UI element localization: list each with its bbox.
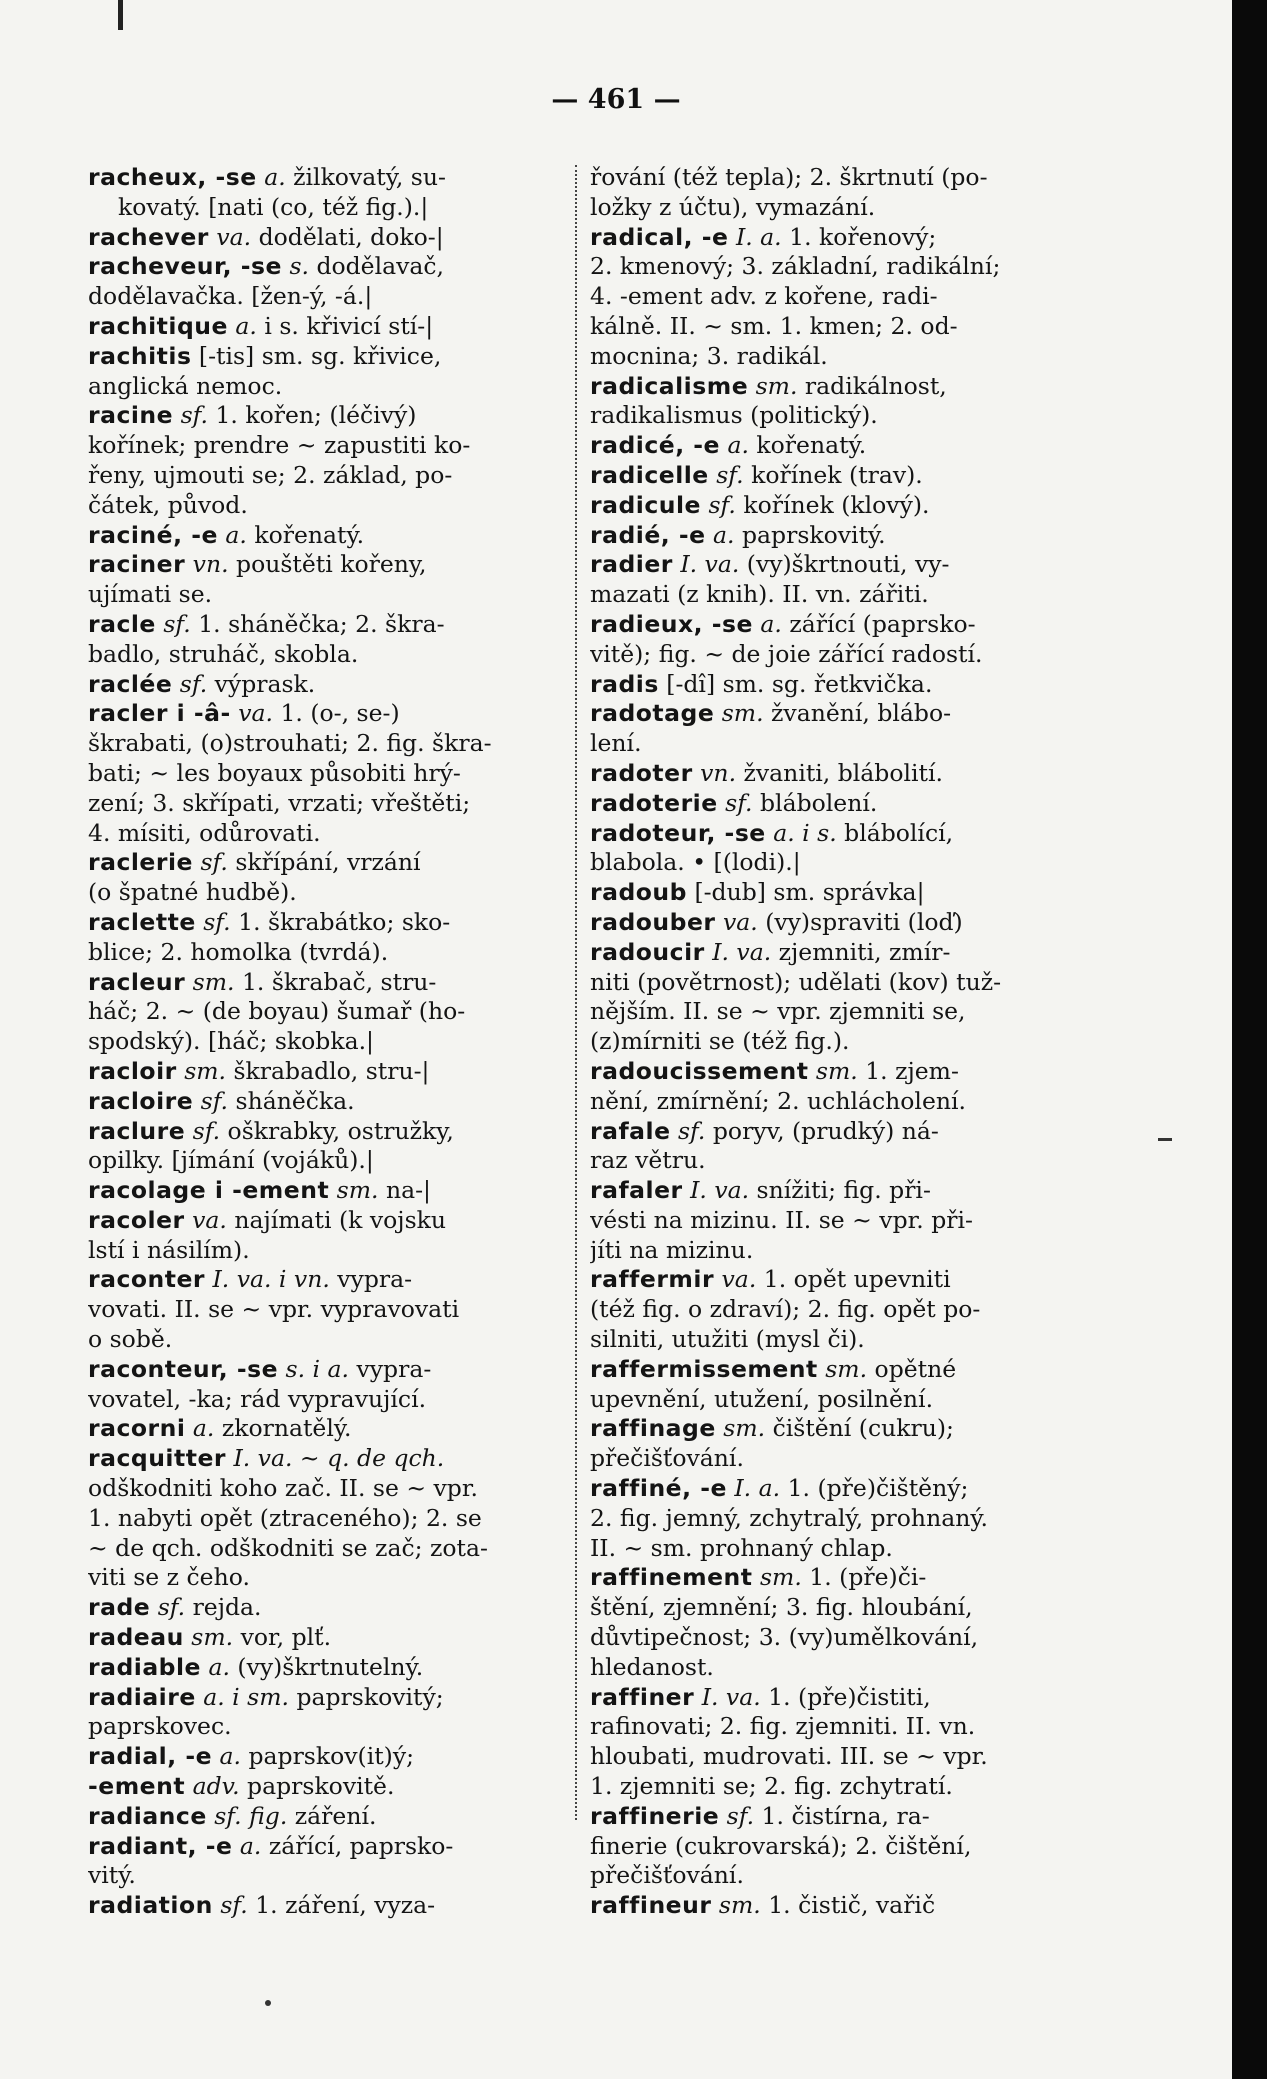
definition-text: přečišťování. bbox=[590, 1444, 744, 1473]
headword: racler i -â- bbox=[88, 699, 231, 728]
part-of-speech: sf. bbox=[212, 1891, 248, 1920]
part-of-speech: sf. bbox=[150, 1593, 186, 1622]
definition-text: blabola. • [(lodi).| bbox=[590, 848, 801, 877]
definition-text: opětné bbox=[867, 1354, 957, 1383]
definition-text: zářící, paprsko- bbox=[261, 1831, 454, 1860]
definition-text: raz větru. bbox=[590, 1146, 706, 1175]
headword: racloire bbox=[88, 1086, 194, 1115]
part-of-speech: I. a. bbox=[728, 222, 782, 251]
definition-text: (vy)škrtnutelný. bbox=[229, 1652, 424, 1681]
definition-text: opilky. [jímání (vojáků).| bbox=[88, 1146, 374, 1175]
definition-text: [-tis] sm. sg. křivice, bbox=[191, 341, 442, 370]
part-of-speech: sm. bbox=[748, 371, 798, 400]
definition-text: paprskovitý; bbox=[289, 1682, 444, 1711]
part-of-speech: sf. bbox=[173, 401, 208, 430]
definition-text: spodský). [háč; skobka.| bbox=[88, 1027, 374, 1056]
headword: radial, -e bbox=[88, 1742, 213, 1771]
definition-text: kovatý. [nati (co, též fig.).| bbox=[118, 192, 429, 221]
definition-text: dodělati, doko-| bbox=[251, 222, 444, 251]
definition-text: jíti na mizinu. bbox=[590, 1235, 754, 1264]
definition-text: badlo, struháč, skobla. bbox=[88, 639, 359, 668]
part-of-speech: a. i s. bbox=[765, 818, 837, 847]
definition-text: 1. škrabátko; sko- bbox=[230, 907, 451, 936]
headword: rachitis bbox=[88, 341, 192, 370]
part-of-speech: va. bbox=[714, 1265, 757, 1294]
definition-text: vypra- bbox=[349, 1354, 432, 1383]
headword: racheux, -se bbox=[88, 163, 257, 191]
part-of-speech: adv. bbox=[185, 1772, 240, 1801]
part-of-speech: I. a. bbox=[726, 1474, 781, 1503]
headword: radouber bbox=[590, 907, 716, 936]
headword: -ement bbox=[88, 1772, 186, 1801]
headword: rachitique bbox=[88, 311, 228, 340]
definition-text: odškodniti koho zač. II. se ~ vpr. bbox=[88, 1474, 478, 1503]
definition-text: skřípání, vrzání bbox=[227, 848, 421, 877]
definition-text: dodělavačka. [žen-ý, -á.| bbox=[88, 282, 373, 311]
definition-text: rejda. bbox=[185, 1593, 262, 1622]
headword: radicelle bbox=[590, 460, 709, 489]
definition-text: žvaniti, blábolití. bbox=[736, 758, 943, 787]
part-of-speech: sf. bbox=[155, 609, 191, 638]
definition-text: oškrabky, ostružky, bbox=[220, 1116, 454, 1145]
definition-text: vovatel, -ka; rád vypravující. bbox=[88, 1384, 427, 1413]
definition-text: 1. čistič, vařič bbox=[760, 1891, 936, 1920]
part-of-speech: sf. bbox=[717, 788, 753, 817]
definition-text: 1. kořen; (léčivý) bbox=[207, 401, 417, 430]
headword: radicé, -e bbox=[590, 431, 720, 460]
definition-text: najímati (k vojsku bbox=[226, 1205, 447, 1234]
definition-text: [-dub] sm. správka| bbox=[686, 878, 925, 907]
definition-text: blábolení. bbox=[752, 788, 878, 817]
headword: rafaler bbox=[590, 1176, 683, 1205]
headword: racine bbox=[88, 401, 174, 430]
definition-text: nění, zmírnění; 2. uchlácholení. bbox=[590, 1086, 966, 1115]
definition-text: radikalismus (politický). bbox=[590, 401, 878, 430]
scan-mark-top bbox=[118, 0, 123, 30]
definition-text: hledanost. bbox=[590, 1652, 714, 1681]
definition-text: záření. bbox=[287, 1801, 377, 1830]
definition-text: vitě); fig. ~ de joie zářící radostí. bbox=[590, 639, 983, 668]
definition-text: 1. nabyti opět (ztraceného); 2. se bbox=[88, 1503, 482, 1532]
headword: raclette bbox=[88, 907, 196, 936]
definition-text: kořínek; prendre ~ zapustiti ko- bbox=[88, 431, 471, 460]
headword: raffiné, -e bbox=[590, 1474, 727, 1503]
part-of-speech: a. bbox=[212, 1742, 241, 1771]
definition-text: 1. škrabač, stru- bbox=[234, 967, 437, 996]
definition-text: mazati (z knih). II. vn. zářiti. bbox=[590, 580, 929, 609]
definition-text: blábolící, bbox=[836, 818, 954, 847]
headword: raclerie bbox=[88, 848, 193, 877]
definition-text: zářící (paprsko- bbox=[781, 609, 976, 638]
definition-text: výprask. bbox=[207, 669, 316, 698]
definition-text: mocnina; 3. radikál. bbox=[590, 341, 828, 370]
definition-text: zkornatělý. bbox=[214, 1414, 352, 1443]
part-of-speech: sf. bbox=[172, 669, 208, 698]
part-of-speech: sf. fig. bbox=[206, 1801, 288, 1830]
headword: raclure bbox=[88, 1116, 186, 1145]
part-of-speech: sf. bbox=[670, 1116, 706, 1145]
definition-text: poryv, (prudký) ná- bbox=[705, 1116, 939, 1145]
definition-text: bati; ~ les boyaux působiti hrý- bbox=[88, 758, 461, 787]
part-of-speech: a. bbox=[185, 1414, 215, 1443]
definition-text: 1. (pře)čištěný; bbox=[780, 1474, 969, 1503]
definition-text: blice; 2. homolka (tvrdá). bbox=[88, 937, 389, 966]
definition-text: pouštěti kořeny, bbox=[228, 550, 427, 579]
definition-text: řeny, ujmouti se; 2. základ, po- bbox=[88, 460, 453, 489]
part-of-speech: a. bbox=[217, 520, 247, 549]
part-of-speech: sf. bbox=[195, 907, 231, 936]
part-of-speech: sm. bbox=[183, 1623, 234, 1652]
definition-text: II. ~ sm. prohnaný chlap. bbox=[590, 1533, 893, 1562]
part-of-speech: I. va. ~ q. de qch. bbox=[225, 1444, 445, 1473]
part-of-speech: va. bbox=[230, 699, 273, 728]
definition-text: kálně. II. ~ sm. 1. kmen; 2. od- bbox=[590, 311, 958, 340]
headword: raciné, -e bbox=[88, 520, 218, 549]
definition-text: kořínek (klový). bbox=[735, 490, 930, 519]
definition-text: zení; 3. skřípati, vrzati; vřeštěti; bbox=[88, 788, 471, 817]
part-of-speech: sm. bbox=[715, 1414, 766, 1443]
part-of-speech: sm. bbox=[752, 1563, 802, 1592]
definition-text: štění, zjemnění; 3. fig. hloubání, bbox=[590, 1593, 973, 1622]
definition-text: žvanění, blábo- bbox=[763, 699, 952, 728]
headword: rafale bbox=[590, 1116, 671, 1145]
definition-text: ložky z účtu), vymazání. bbox=[590, 192, 876, 221]
definition-text: niti (povětrnost); udělati (kov) tuž- bbox=[590, 967, 1002, 996]
part-of-speech: I. va. bbox=[682, 1176, 750, 1205]
definition-text: čátek, původ. bbox=[88, 490, 248, 519]
headword: radoucir bbox=[590, 937, 705, 966]
part-of-speech: sm. bbox=[711, 1891, 761, 1920]
definition-text: finerie (cukrovarská); 2. čištění, bbox=[590, 1831, 972, 1860]
definition-text: (též fig. o zdraví); 2. fig. opět po- bbox=[590, 1295, 981, 1324]
headword: raffinerie bbox=[590, 1801, 720, 1830]
headword: racheveur, -se bbox=[88, 252, 282, 281]
definition-text: ~ de qch. odškodniti se zač; zota- bbox=[88, 1533, 488, 1562]
scan-mark-right bbox=[1158, 1138, 1172, 1141]
part-of-speech: vn. bbox=[692, 758, 737, 787]
headword: raffermir bbox=[590, 1265, 715, 1294]
definition-text: radikálnost, bbox=[797, 371, 947, 400]
part-of-speech: I. va. i vn. bbox=[205, 1265, 330, 1294]
definition-text: 1. (pře)čistiti, bbox=[760, 1682, 931, 1711]
definition-text: 1. (pře)či- bbox=[801, 1563, 927, 1592]
part-of-speech: a. bbox=[232, 1831, 262, 1860]
definition-text: (vy)spraviti (loď) bbox=[757, 907, 963, 936]
part-of-speech: vn. bbox=[185, 550, 229, 579]
definition-text: [-dî] sm. sg. řetkvička. bbox=[658, 669, 933, 698]
part-of-speech: s. i a. bbox=[278, 1354, 350, 1383]
headword: radicule bbox=[590, 490, 701, 519]
definition-text: (z)mírniti se (též fig.). bbox=[590, 1027, 850, 1056]
part-of-speech: a. bbox=[256, 163, 286, 191]
headword: radieux, -se bbox=[590, 609, 753, 638]
headword: radeau bbox=[88, 1623, 184, 1652]
definition-text: čištění (cukru); bbox=[765, 1414, 954, 1443]
headword: rachever bbox=[88, 222, 209, 251]
definition-text: 1. zjemniti se; 2. fig. zchytratí. bbox=[590, 1772, 953, 1801]
definition-text: důvtipečnost; 3. (vy)umělkování, bbox=[590, 1623, 979, 1652]
headword: raffiner bbox=[590, 1682, 695, 1711]
part-of-speech: sm. bbox=[176, 1056, 227, 1085]
part-of-speech: sm. bbox=[329, 1176, 379, 1205]
headword: racorni bbox=[88, 1414, 186, 1443]
part-of-speech: va. bbox=[184, 1205, 227, 1234]
headword: radoterie bbox=[590, 788, 718, 817]
headword: radotage bbox=[590, 699, 715, 728]
page-number: — 461 — bbox=[551, 84, 681, 115]
headword: raconteur, -se bbox=[88, 1354, 279, 1383]
definition-text: háč; 2. ~ (de boyau) šumař (ho- bbox=[88, 997, 466, 1026]
definition-text: upevnění, utužení, posilnění. bbox=[590, 1384, 934, 1413]
headword: raffinage bbox=[590, 1414, 716, 1443]
headword: radiable bbox=[88, 1652, 201, 1681]
part-of-speech: sm. bbox=[817, 1354, 868, 1383]
definition-text: anglická nemoc. bbox=[88, 371, 283, 400]
headword: raclée bbox=[88, 669, 173, 698]
definition-text: paprskovec. bbox=[88, 1712, 232, 1741]
headword: radoter bbox=[590, 758, 693, 787]
part-of-speech: va. bbox=[208, 222, 252, 251]
part-of-speech: sf. bbox=[719, 1801, 755, 1830]
definition-text: vésti na mizinu. II. se ~ vpr. při- bbox=[590, 1205, 973, 1234]
definition-text: ujímati se. bbox=[88, 580, 213, 609]
part-of-speech: I. va. bbox=[672, 550, 740, 579]
headword: radiance bbox=[88, 1801, 207, 1830]
definition-text: žilkovatý, su- bbox=[285, 163, 446, 191]
definition-text: hloubati, mudrovati. III. se ~ vpr. bbox=[590, 1742, 988, 1771]
definition-text: 2. kmenový; 3. základní, radikální; bbox=[590, 252, 1001, 281]
part-of-speech: sf. bbox=[185, 1116, 221, 1145]
part-of-speech: va. bbox=[715, 907, 758, 936]
definition-text: 2. fig. jemný, zchytralý, prohnaný. bbox=[590, 1503, 988, 1532]
part-of-speech: sm. bbox=[808, 1056, 858, 1085]
definition-text: (o špatné hudbě). bbox=[88, 878, 297, 907]
definition-text: 4. -ement adv. z kořene, radi- bbox=[590, 282, 938, 311]
definition-text: vovati. II. se ~ vpr. vypravovati bbox=[88, 1295, 460, 1324]
definition-text: 1. opět upevniti bbox=[756, 1265, 951, 1294]
definition-text: lení. bbox=[590, 729, 642, 758]
definition-text: vor, plť. bbox=[233, 1623, 332, 1652]
definition-text: 1. sháněčka; 2. škra- bbox=[190, 609, 445, 638]
headword: radical, -e bbox=[590, 222, 729, 251]
headword: radié, -e bbox=[590, 520, 706, 549]
definition-text: zjemniti, zmír- bbox=[771, 937, 951, 966]
part-of-speech: sf. bbox=[192, 848, 228, 877]
part-of-speech: a. bbox=[720, 431, 749, 460]
headword: radoteur, -se bbox=[590, 818, 766, 847]
definition-text: na-| bbox=[378, 1176, 431, 1205]
definition-text: o sobě. bbox=[88, 1325, 173, 1354]
headword: radoub bbox=[590, 878, 687, 907]
definition-text: sháněčka. bbox=[228, 1086, 355, 1115]
definition-text: paprskovitý. bbox=[734, 520, 886, 549]
definition-text: řování (též tepla); 2. škrtnutí (po- bbox=[590, 163, 988, 191]
headword: raffinement bbox=[590, 1563, 753, 1592]
part-of-speech: s. bbox=[281, 252, 309, 281]
definition-text: rafinovati; 2. fig. zjemniti. II. vn. bbox=[590, 1712, 976, 1741]
part-of-speech: I. va. bbox=[694, 1682, 761, 1711]
definition-text: 1. kořenový; bbox=[781, 222, 937, 251]
part-of-speech: a. bbox=[201, 1652, 230, 1681]
headword: radiation bbox=[88, 1891, 213, 1920]
definition-text: přečišťování. bbox=[590, 1861, 744, 1890]
headword: radiant, -e bbox=[88, 1831, 233, 1860]
definition-text: kořenatý. bbox=[748, 431, 867, 460]
headword: radoucissement bbox=[590, 1056, 809, 1085]
headword: raffineur bbox=[590, 1891, 712, 1920]
definition-text: kořínek (trav). bbox=[743, 460, 923, 489]
definition-text: nějším. II. se ~ vpr. zjemniti se, bbox=[590, 997, 966, 1026]
part-of-speech: sf. bbox=[193, 1086, 229, 1115]
definition-text: 1. (o-, se-) bbox=[272, 699, 400, 728]
part-of-speech: a. bbox=[705, 520, 735, 549]
headword: racoler bbox=[88, 1205, 185, 1234]
definition-text: škrabati, (o)strouhati; 2. fig. škra- bbox=[88, 729, 492, 758]
headword: racloir bbox=[88, 1056, 177, 1085]
definition-text: paprskov(it)ý; bbox=[241, 1742, 415, 1771]
headword: radiaire bbox=[88, 1682, 196, 1711]
definition-text: 1. čistírna, ra- bbox=[754, 1801, 930, 1830]
definition-text: snížiti; fig. při- bbox=[749, 1176, 931, 1205]
definition-text: škrabadlo, stru-| bbox=[226, 1056, 430, 1085]
part-of-speech: a. i sm. bbox=[195, 1682, 289, 1711]
headword: raffermissement bbox=[590, 1354, 818, 1383]
definition-text: vitý. bbox=[88, 1861, 136, 1890]
headword: radicalisme bbox=[590, 371, 749, 400]
headword: rade bbox=[88, 1593, 151, 1622]
part-of-speech: I. va. bbox=[704, 937, 772, 966]
definition-text: 1. zjem- bbox=[857, 1056, 959, 1085]
scan-dot-bottom bbox=[265, 2000, 271, 2006]
part-of-speech: sf. bbox=[708, 460, 744, 489]
part-of-speech: sf. bbox=[700, 490, 736, 519]
definition-text: (vy)škrtnouti, vy- bbox=[739, 550, 950, 579]
part-of-speech: sm. bbox=[714, 699, 764, 728]
definition-text: lstí i násilím). bbox=[88, 1235, 250, 1264]
definition-text: dodělavač, bbox=[308, 252, 445, 281]
definition-text: paprskovitě. bbox=[239, 1772, 395, 1801]
headword: raconter bbox=[88, 1265, 206, 1294]
definition-text: vypra- bbox=[329, 1265, 413, 1294]
headword: racquitter bbox=[88, 1444, 226, 1473]
headword: racle bbox=[88, 609, 156, 638]
definition-text: viti se z čeho. bbox=[88, 1563, 250, 1592]
definition-text: i s. křivicí stí-| bbox=[256, 311, 434, 340]
headword: racolage i -ement bbox=[88, 1176, 330, 1205]
part-of-speech: a. bbox=[227, 311, 257, 340]
definition-text: kořenatý. bbox=[246, 520, 365, 549]
headword: racleur bbox=[88, 967, 186, 996]
definition-text: silniti, utužiti (mysl či). bbox=[590, 1325, 865, 1354]
definition-text: 1. záření, vyza- bbox=[247, 1891, 436, 1920]
headword: radis bbox=[590, 669, 659, 698]
part-of-speech: sm. bbox=[185, 967, 235, 996]
headword: radier bbox=[590, 550, 673, 579]
definition-text: 4. mísiti, odůrovati. bbox=[88, 818, 321, 847]
part-of-speech: a. bbox=[752, 609, 782, 638]
headword: raciner bbox=[88, 550, 186, 579]
